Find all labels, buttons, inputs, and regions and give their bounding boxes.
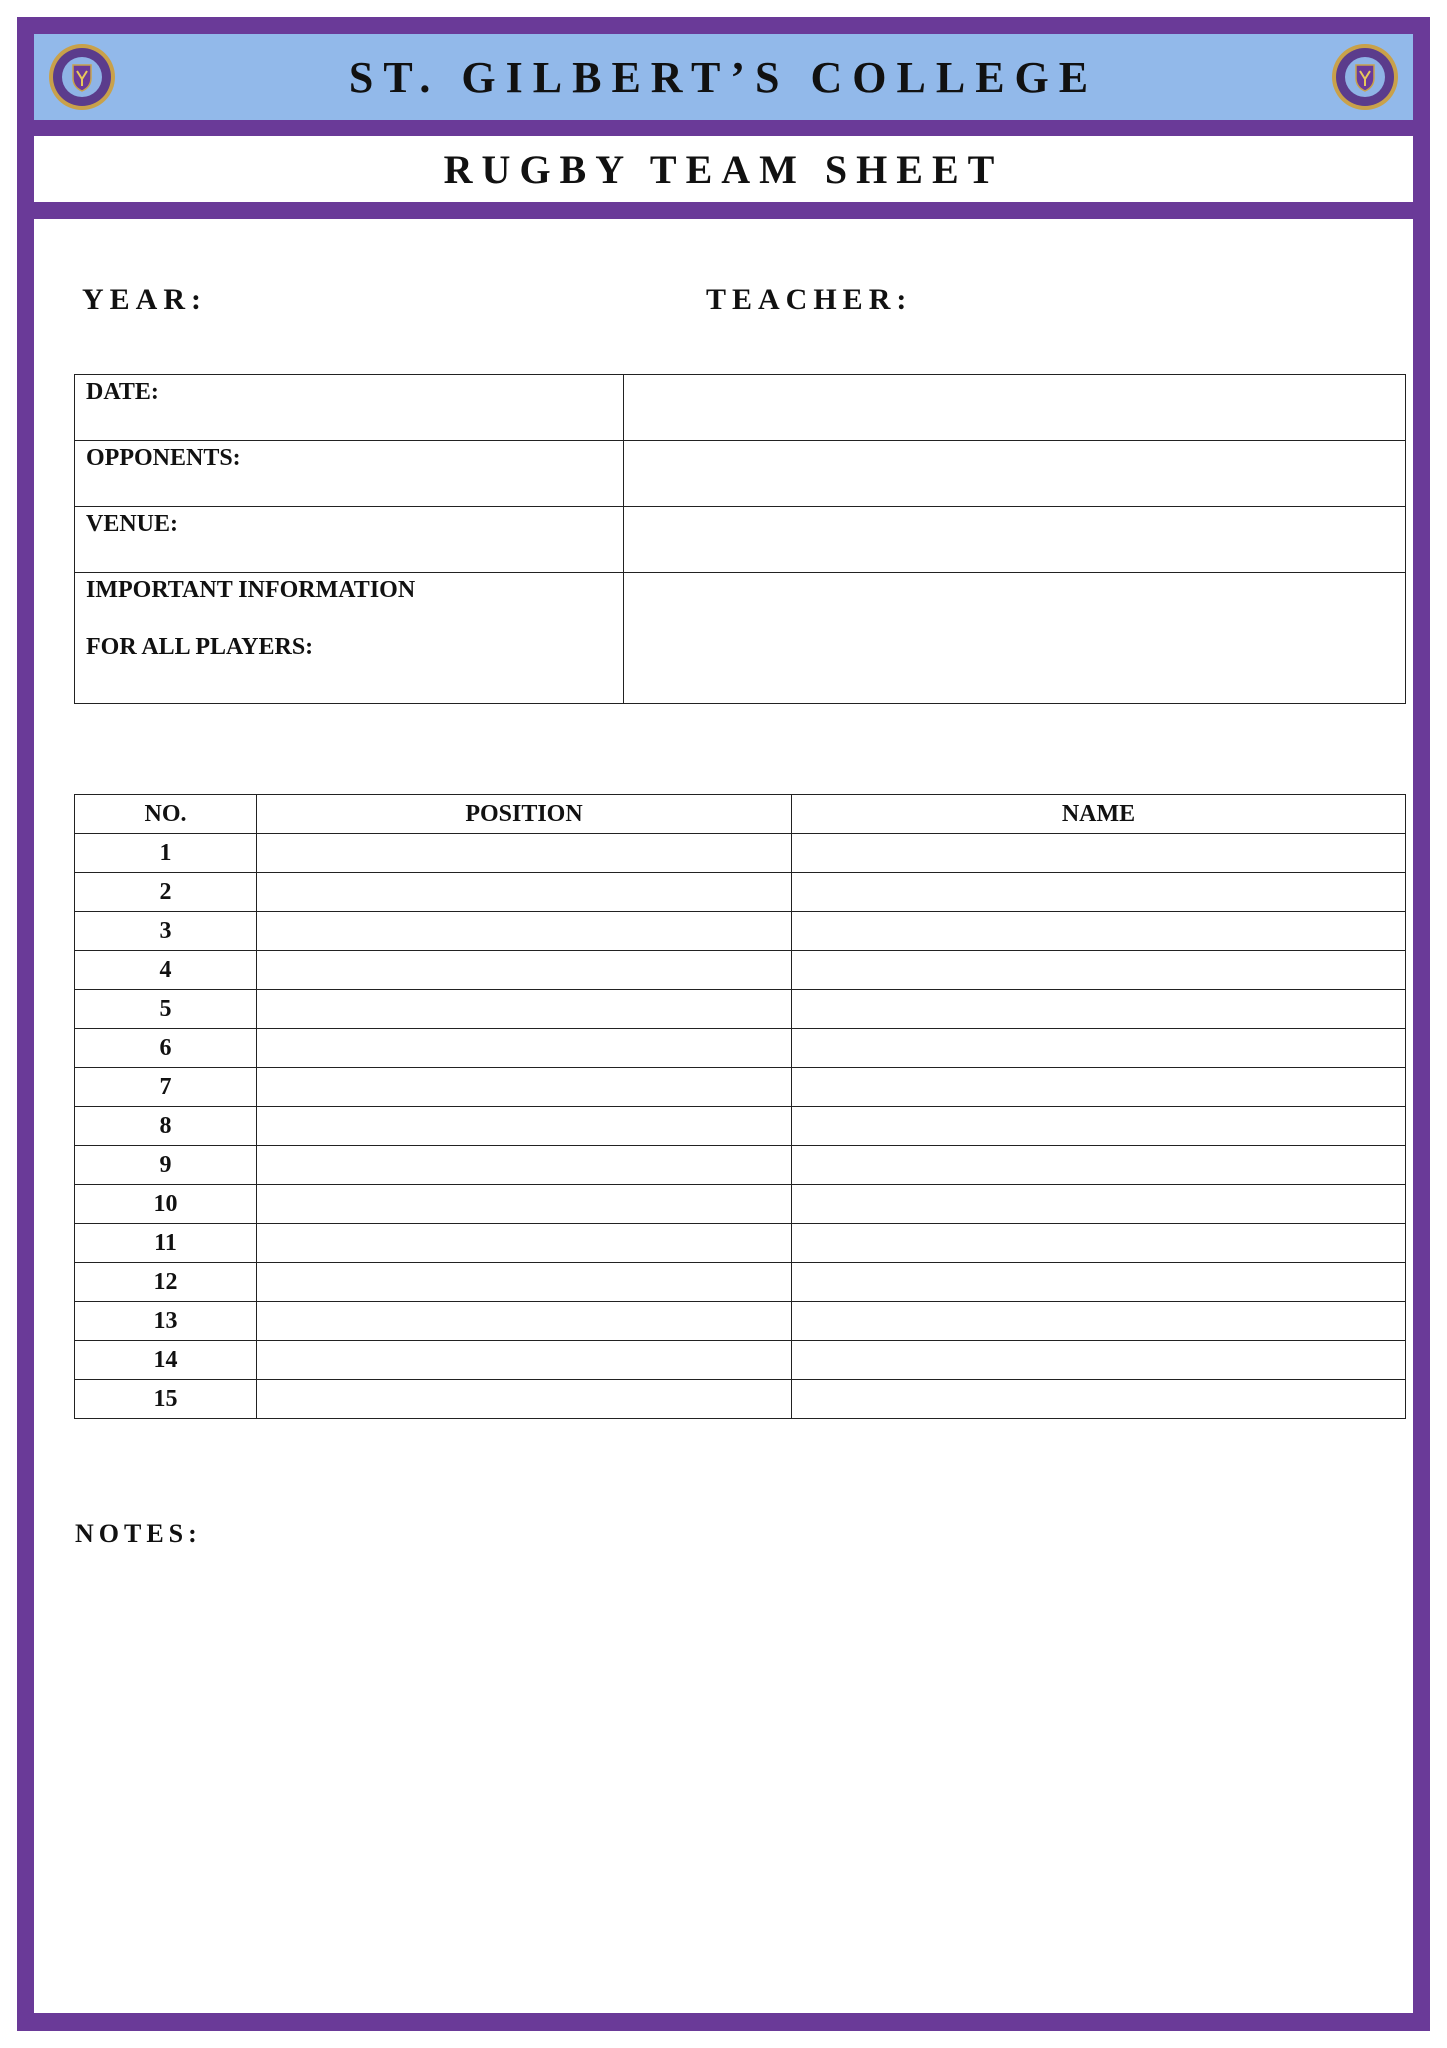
player-number: 1: [75, 834, 257, 873]
notes-area[interactable]: [75, 1569, 1405, 1989]
position-cell[interactable]: [257, 1029, 792, 1068]
header-band: [34, 34, 1413, 120]
player-number: 10: [75, 1185, 257, 1224]
name-cell[interactable]: [792, 951, 1406, 990]
name-cell[interactable]: [792, 1263, 1406, 1302]
name-cell[interactable]: [792, 1068, 1406, 1107]
college-crest-icon: [47, 42, 117, 112]
table-row: [75, 990, 1406, 1029]
position-cell[interactable]: [257, 1302, 792, 1341]
column-header-name: NAME: [792, 795, 1406, 834]
title-band: [34, 136, 1413, 202]
position-cell[interactable]: [257, 1263, 792, 1302]
name-cell[interactable]: [792, 1029, 1406, 1068]
player-number: 4: [75, 951, 257, 990]
player-number: 3: [75, 912, 257, 951]
page-frame: [17, 17, 1430, 2031]
table-row: [75, 1185, 1406, 1224]
player-number: 6: [75, 1029, 257, 1068]
table-row: [75, 1263, 1406, 1302]
position-cell[interactable]: [257, 1341, 792, 1380]
position-cell[interactable]: [257, 834, 792, 873]
table-row: [75, 951, 1406, 990]
position-cell[interactable]: [257, 1146, 792, 1185]
year-label: YEAR:: [82, 283, 207, 316]
player-number: 14: [75, 1341, 257, 1380]
team-table-header-row: [75, 795, 1406, 834]
name-cell[interactable]: [792, 1380, 1406, 1419]
position-cell[interactable]: [257, 951, 792, 990]
opponents-field[interactable]: [624, 441, 1406, 507]
position-cell[interactable]: [257, 990, 792, 1029]
player-number: 15: [75, 1380, 257, 1419]
player-number: 13: [75, 1302, 257, 1341]
player-number: 9: [75, 1146, 257, 1185]
table-row: [75, 873, 1406, 912]
important-info-label-line1: IMPORTANT INFORMATION: [86, 577, 416, 603]
venue-label: VENUE:: [75, 507, 624, 573]
date-label: DATE:: [75, 375, 624, 441]
important-info-row: [75, 573, 1406, 704]
column-header-position: POSITION: [257, 795, 792, 834]
team-table-body: [75, 834, 1406, 1419]
position-cell[interactable]: [257, 1224, 792, 1263]
name-cell[interactable]: [792, 1341, 1406, 1380]
name-cell[interactable]: [792, 912, 1406, 951]
table-row: [75, 1380, 1406, 1419]
name-cell[interactable]: [792, 1302, 1406, 1341]
college-name: ST. GILBERT’S COLLEGE: [348, 52, 1099, 102]
opponents-label: OPPONENTS:: [75, 441, 624, 507]
name-cell[interactable]: [792, 1185, 1406, 1224]
position-cell[interactable]: [257, 912, 792, 951]
player-number: 12: [75, 1263, 257, 1302]
notes-label: NOTES:: [75, 1519, 202, 1548]
opponents-row: [75, 441, 1406, 507]
name-cell[interactable]: [792, 1224, 1406, 1263]
player-number: 2: [75, 873, 257, 912]
venue-field[interactable]: [624, 507, 1406, 573]
player-number: 8: [75, 1107, 257, 1146]
player-number: 7: [75, 1068, 257, 1107]
name-cell[interactable]: [792, 990, 1406, 1029]
table-row: [75, 1341, 1406, 1380]
date-field[interactable]: [624, 375, 1406, 441]
name-cell[interactable]: [792, 834, 1406, 873]
date-row: [75, 375, 1406, 441]
table-row: [75, 1068, 1406, 1107]
venue-row: [75, 507, 1406, 573]
table-row: [75, 1107, 1406, 1146]
important-info-label: [75, 573, 624, 704]
name-cell[interactable]: [792, 873, 1406, 912]
table-row: [75, 1302, 1406, 1341]
position-cell[interactable]: [257, 1380, 792, 1419]
team-table: [74, 794, 1406, 1419]
sheet-content: [34, 219, 1413, 2013]
column-header-no: NO.: [75, 795, 257, 834]
player-number: 11: [75, 1224, 257, 1263]
table-row: [75, 912, 1406, 951]
position-cell[interactable]: [257, 1107, 792, 1146]
name-cell[interactable]: [792, 1146, 1406, 1185]
table-row: [75, 1146, 1406, 1185]
player-number: 5: [75, 990, 257, 1029]
table-row: [75, 834, 1406, 873]
important-info-label-line2: FOR ALL PLAYERS:: [86, 634, 314, 660]
table-row: [75, 1029, 1406, 1068]
table-row: [75, 1224, 1406, 1263]
position-cell[interactable]: [257, 1185, 792, 1224]
match-info-table: [74, 374, 1406, 704]
sheet-title: RUGBY TEAM SHEET: [443, 146, 1004, 192]
teacher-label: TEACHER:: [706, 283, 913, 316]
position-cell[interactable]: [257, 873, 792, 912]
position-cell[interactable]: [257, 1068, 792, 1107]
name-cell[interactable]: [792, 1107, 1406, 1146]
college-crest-icon: [1330, 42, 1400, 112]
important-info-field[interactable]: [624, 573, 1406, 704]
